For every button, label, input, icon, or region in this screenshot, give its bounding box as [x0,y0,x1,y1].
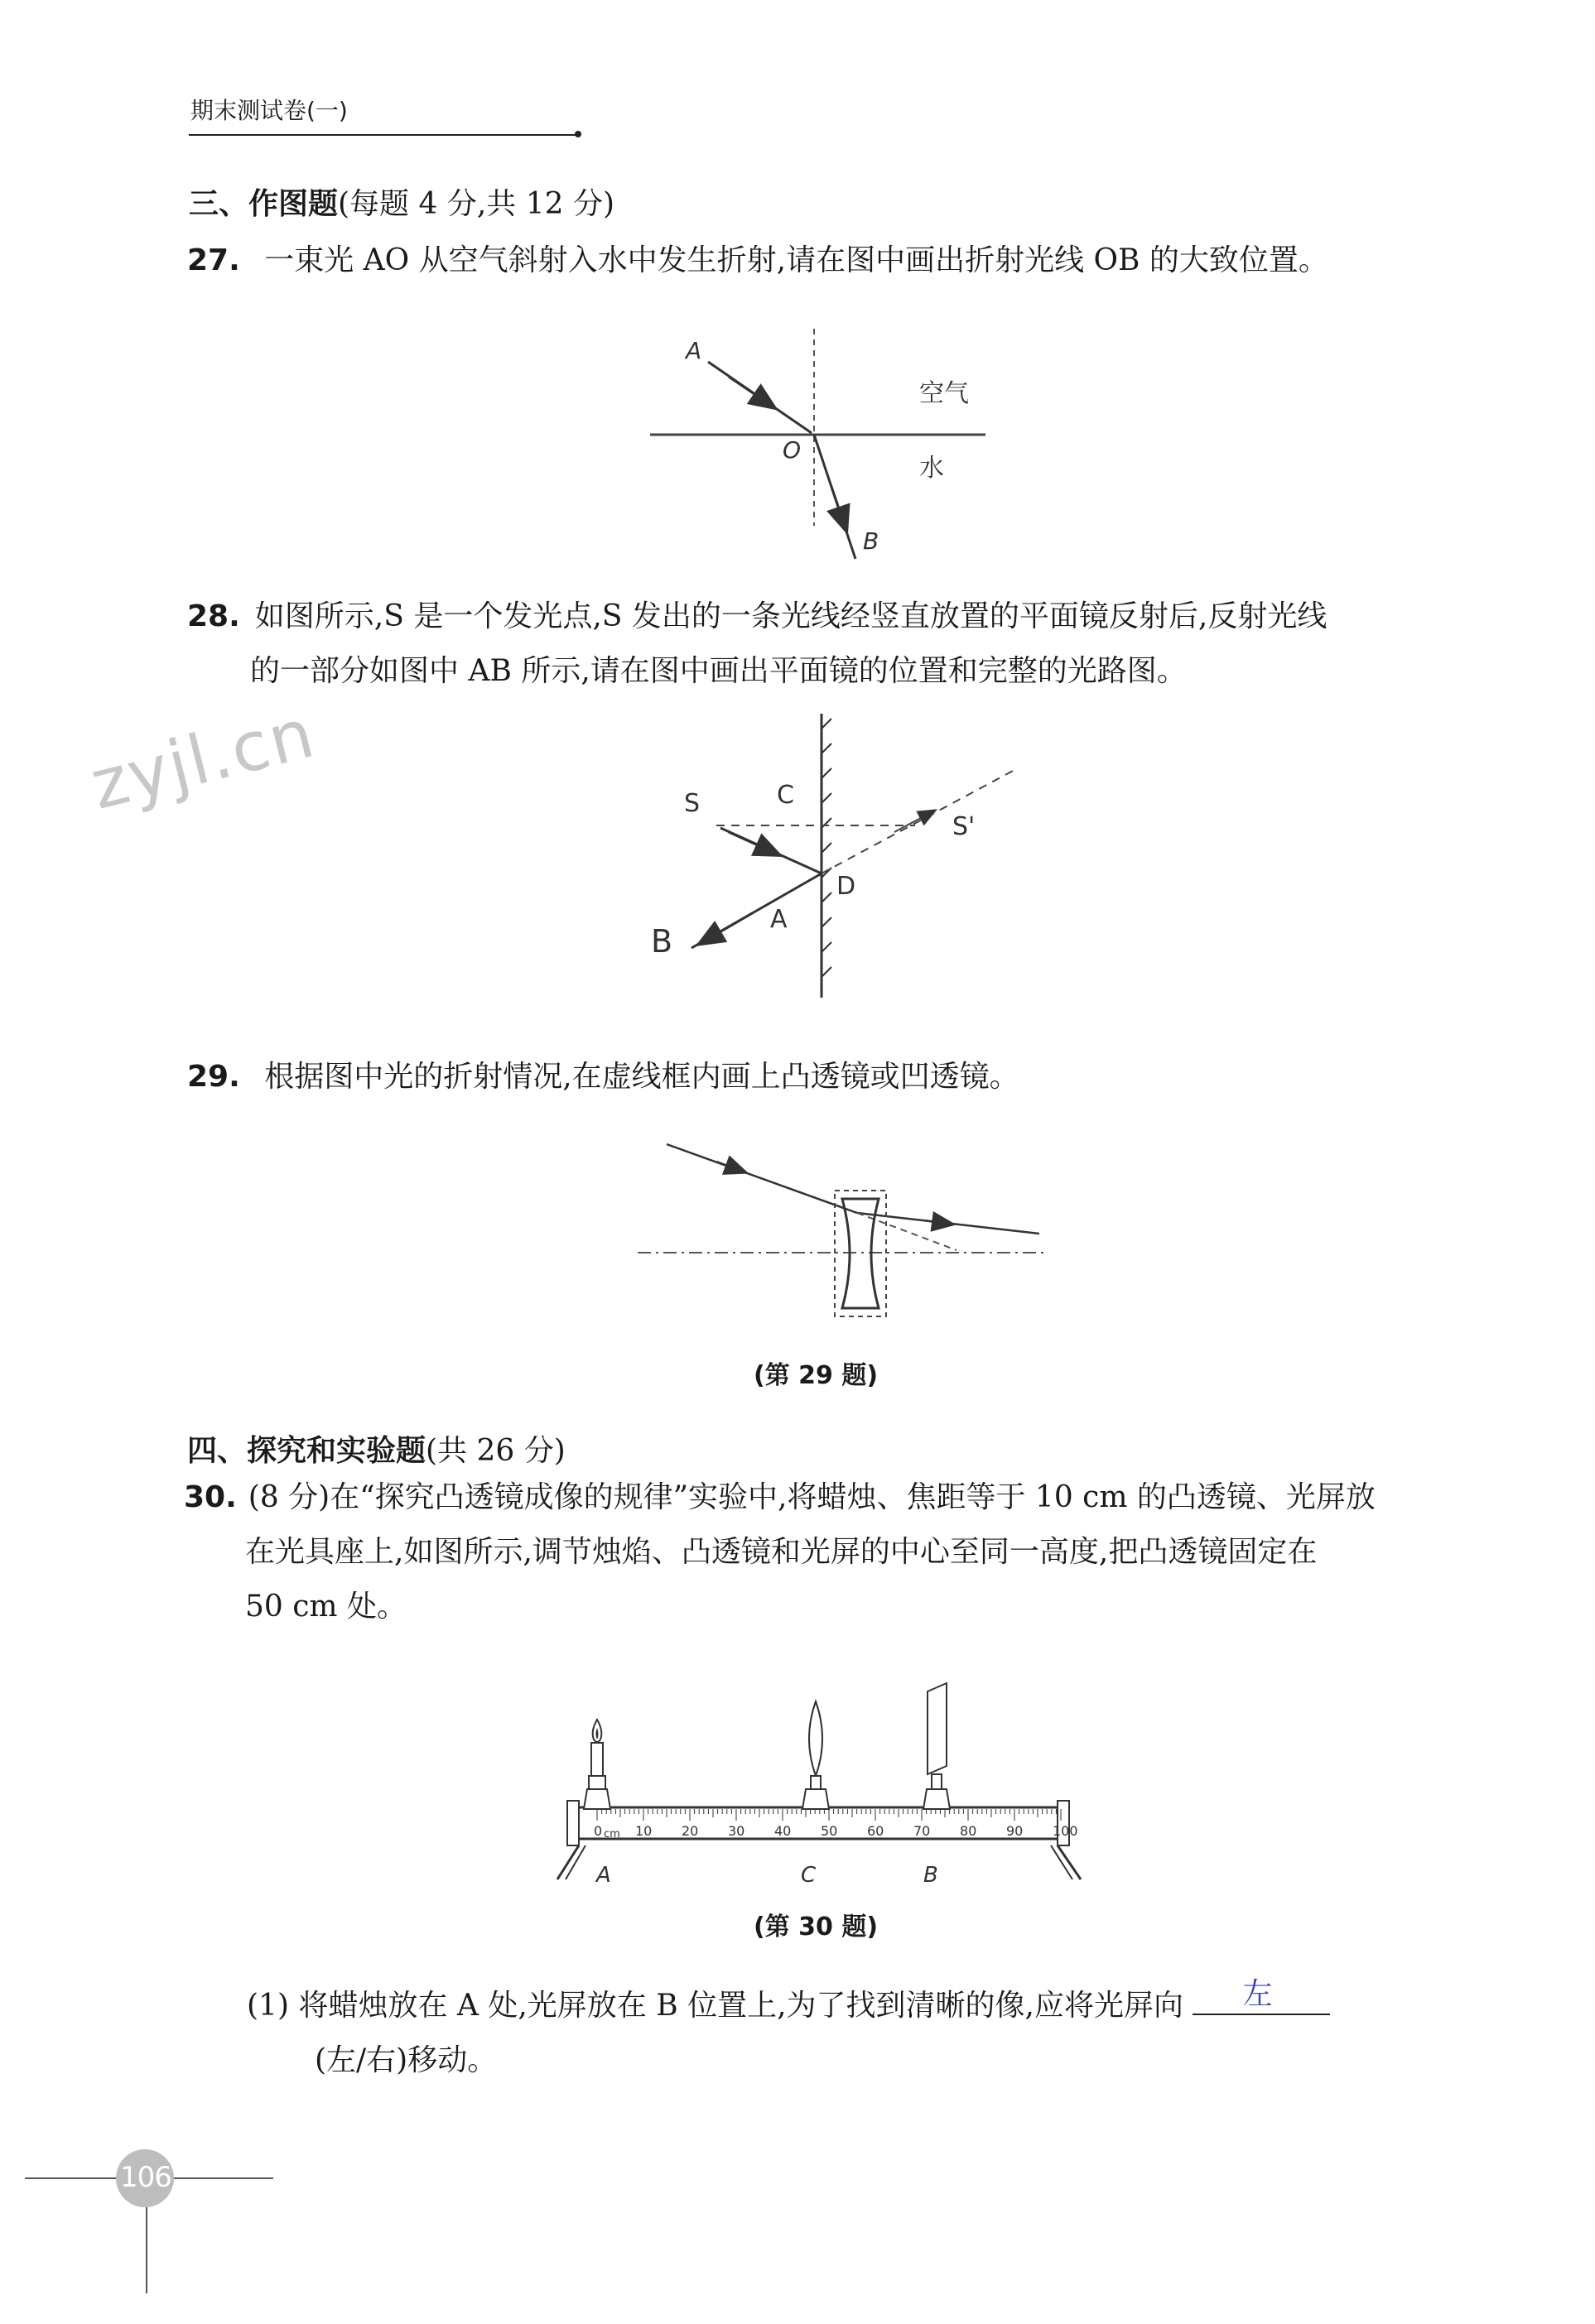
sub-1-text-after: (左/右)移动。 [315,2043,498,2077]
label-air: 空气 [919,379,969,408]
mirror-hatching [822,719,831,977]
section-4-heading [187,1427,566,1470]
question-30 [184,1470,1376,1634]
header-dot [575,131,581,137]
incident-arrow-sd [729,832,774,853]
footer-vertical-rule [146,2202,147,2293]
figure-27-refraction [646,319,994,567]
incoming-ray [667,1144,857,1213]
question-30-line-2: 在光具座上,如图所示,调节烛焰、凸透镜和光屏的中心至同一高度,把凸透镜固定在 [245,1535,1318,1569]
bench-tick-label: 70 [913,1823,931,1839]
label-a-28: A [770,905,788,934]
label-o: O [783,436,802,464]
section-3-heading [189,180,614,223]
label-water: 水 [919,454,944,483]
question-27-number: 27. [187,243,240,277]
handwritten-answer: 左 [1242,1977,1273,2011]
refracted-arrow [831,487,845,526]
question-28-line-1: 如图所示,S 是一个发光点,S 发出的一条光线经竖直放置的平面镜反射后,反射光线 [254,599,1328,633]
bench-unit-label: cm [604,1828,620,1840]
figure-30-optical-bench [551,1677,1097,1892]
bench-tick-label: 90 [1006,1823,1024,1839]
reflected-arrow-db [704,912,754,941]
label-c: C [777,781,794,810]
bench-tick-label: 10 [635,1823,653,1839]
bench-tick-label: 100 [1053,1823,1078,1839]
incoming-arrow [716,1162,741,1171]
bench-tick-label: 60 [867,1823,884,1839]
figure-28-mirror [638,712,1035,1002]
bench-tick-label: 30 [728,1823,745,1839]
bench-tick-label: 50 [821,1823,838,1839]
page-number: 106 [120,2161,171,2194]
question-30-sub-1 [247,1979,1330,2088]
section-4-title: 四、探究和实验题 [187,1434,426,1468]
header-title: 期末测试卷(一) [190,97,348,124]
question-28-line-2: 的一部分如图中 AB 所示,请在图中画出平面镜的位置和完整的光路图。 [250,654,1187,688]
figure-29-lens [634,1134,1048,1329]
bench-label-b: B [923,1863,938,1888]
section-4-points: (共 26 分) [426,1434,566,1468]
caption-29: (第 29 题) [754,1361,879,1390]
bench-tick-label: 80 [960,1823,977,1839]
sub-1-text: (1) 将蜡烛放在 A 处,光屏放在 B 位置上,为了找到清晰的像,应将光屏向 [247,1989,1183,2023]
question-27 [187,233,1328,288]
question-28 [187,589,1327,699]
watermark: zyjl.cn [83,694,323,825]
question-29-text: 根据图中光的折射情况,在虚线框内画上凸透镜或凹透镜。 [264,1060,1019,1094]
label-s-prime: S' [952,812,976,841]
bench-label-c: C [801,1863,817,1888]
question-28-number: 28. [187,599,240,633]
bench-tick-label: 40 [774,1823,792,1839]
extension-dashed [822,770,1014,873]
bench-tick-label: 0 [594,1823,603,1839]
light-screen [923,1683,950,1809]
label-d: D [836,872,856,901]
answer-blank[interactable] [1193,1977,1330,2015]
question-29 [187,1050,1019,1104]
extension-arrow [894,812,932,832]
bench-end-left [567,1801,579,1845]
label-a: A [686,337,702,364]
question-27-text: 一束光 AO 从空气斜射入水中发生折射,请在图中画出折射光线 OB 的大致位置。 [264,243,1328,277]
question-30-line-3: 50 cm 处。 [245,1590,407,1624]
candle [584,1720,610,1809]
caption-30: (第 30 题) [754,1913,879,1941]
header-rule [189,134,578,136]
section-3-title: 三、作图题 [189,187,339,221]
label-s: S [684,789,701,818]
question-30-number: 30. [184,1480,237,1514]
bench-label-a: A [596,1863,611,1888]
convex-lens [802,1701,829,1809]
bench-tick-label: 20 [682,1823,699,1839]
question-29-number: 29. [187,1060,240,1094]
incident-arrow [729,377,770,405]
question-30-line-1: (8 分)在“探究凸透镜成像的规律”实验中,将蜡烛、焦距等于 10 cm 的凸透镜、光屏放 [248,1480,1376,1514]
section-3-points: (每题 4 分,共 12 分) [338,187,615,221]
label-b: B [863,527,879,555]
label-b-28: B [651,923,673,960]
